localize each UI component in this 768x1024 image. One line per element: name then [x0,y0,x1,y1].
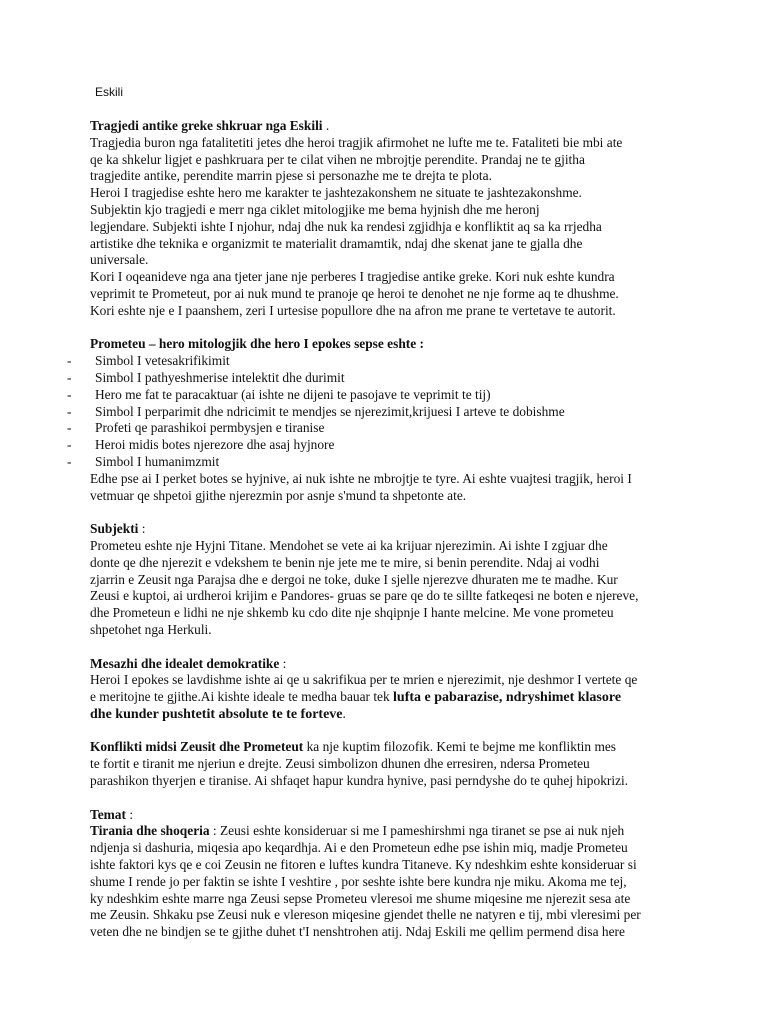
subjekti-line: dhe Prometeun e lidhi ne nje shkemb ku cdo dite nje shqipnje I hante melcine. Me vone prometeu [90,605,614,621]
mesazhi-line3-bold: dhe kunder pushtetit absolute te te forteve [90,706,343,722]
intro-line: Subjektin kjo tragjedi e merr nga ciklet mitologjike me bema hyjnish dhe me heronj [90,201,540,217]
section-heading-intro [90,118,690,135]
list-dash: - [67,437,72,453]
temat-line: me Zeusin. Shkaku pse Zeusi nuk e vlereson miqesine gjendet thelle ne natyren e tij, mbi vleresimi per [90,907,641,923]
intro-line: veprimit te Prometeut, por ai nuk mund te pranoje qe heroi te denohet ne nje forme aq te dhushme. [90,285,619,301]
mesazhi-line3-tail: . [342,705,346,721]
intro-line: Kori I oqeanideve nga ana tjeter jane nje perberes I tragjedise antike greke. Kori nuk eshte kundra [90,269,615,285]
temat-heading: Temat [90,806,126,822]
spacer [90,320,690,337]
list-item [67,453,690,471]
subjekti-heading-tail: : [138,521,146,537]
list-item [67,403,690,421]
konflikti-line: parashikon thyerjen e tiranise. Ai shfaqet hapur kundra hynive, pasi perndyshe do te quhej hipokrizi. [90,773,629,789]
list-item-text: Simbol I vetesakrifikimit [95,353,230,369]
intro-line: qe ka shkelur ligjet e pashkruara per te cilat vihen ne mbrojtje perendite. Prandaj ne te gjitha [90,151,585,167]
list-item-text: Hero me fat te paracaktuar (ai ishte ne dijeni te pasojave te veprimit te tij) [95,386,491,402]
mesazhi-line [90,689,690,706]
section-heading-temat [90,807,690,824]
spacer [90,639,690,656]
list-item-text: Simbol I humanimzmit [95,453,220,469]
mesazhi-heading: Mesazhi dhe idealet demokratike [90,655,280,671]
temat-first-tail: : Zeusi eshte konsideruar si me I pameshirshmi nga tiranet se pse ai nuk njeh [209,823,625,839]
temat-line: shume I rende jo per faktin se ishte I veshtire , por seshte ishte bere kundra nje miku. Akoma me tej, [90,873,627,889]
subjekti-line: Prometeu eshte nje Hyjni Titane. Mendohet se vete ai ka krijuar njerezimin. Ai ishte I zgjuar dhe [90,537,608,553]
konflikti-first-tail: ka nje kuptim filozofik. Kemi te bejme me konfliktin mes [303,739,617,755]
konflikti-heading: Konflikti midsi Zeusit dhe Prometeut [90,739,304,755]
list-item [67,437,690,454]
subjekti-line: Zeusi e kuptoi, ai urdheroi krijim e Pandores- gruas se pare qe do te sillte fatkeqesi ne boten e njereve, [90,588,639,604]
intro-line: artistike dhe teknika e organizmit te materialit dramamtik, ndaj dhe skenat jane te gjalla dhe [90,235,583,251]
konflikti-paragraph [90,756,690,790]
temat-line: ky ndeshkim eshte marre nga Zeusi sepse Prometeu vleresoi me shume miqesine me njerezit sesa ate [90,890,631,906]
intro-line: Heroi I tragjedise eshte hero me karakter te jashtezakonshem ne situate te jashtezakonshme. [90,185,582,201]
subjekti-heading: Subjekti [90,521,139,537]
spacer [90,723,690,740]
mesazhi-line: Heroi I epokes se lavdishme ishte ai qe u sakrifikua per te mrien e njerezimit, nje deshmor I vertete qe [90,672,638,688]
intro-line: universale. [90,252,149,268]
intro-line: Tragjedia buron nga fatalitetiti jetes dhe heroi tragjik afirmohet ne lufte me te. Fataliteti bie mbi ate [90,134,623,150]
intro-line: legjendare. Subjekti ishte I njohur, ndaj dhe nuk ka rendesi zgjidhja e konfliktit aq sa ka rrjedha [90,218,602,234]
list-item [67,353,690,370]
list-item-text: Simbol I perparimit dhe ndricimit te mendjes se njerezimit,krijuesi I arteve te dobishme [95,403,565,419]
prometeu-paragraph [90,471,690,505]
document-label: Eskili [95,85,124,99]
subjekti-line: shpetohet nga Herkuli. [90,621,212,637]
temat-paragraph [90,840,690,941]
tirania-heading: Tirania dhe shoqeria [90,823,210,839]
temat-heading-tail: : [125,806,134,822]
temat-line: veten dhe ne bindjen se te gjithe duhet t'I nenshtrohen atij. Ndaj Eskili me qellim permend disa here [90,924,625,940]
list-dash: - [67,386,72,402]
intro-line: tragjedite antike, perendite marrin pjese si personazhe me te drejta te plota. [90,168,492,184]
intro-paragraph [90,135,690,320]
prometeu-heading: Prometeu – hero mitologjik dhe hero I epokes sepse eshte : [90,336,424,352]
intro-line: Kori eshte nje e I paanshem, zeri I urtesise popullore dhe na afron me prane te vertetave te autorit. [90,302,616,318]
list-item [67,369,690,387]
list-dash: - [67,420,72,436]
spacer [90,504,690,521]
prometeu-line: Edhe pse ai I perket botes se hyjnive, ai nuk ishte ne mbrojtje te tyre. Ai eshte vuajtesi tragjik, heroi I [90,470,632,486]
mesazhi-heading-tail: : [279,655,287,671]
section-heading-subjekti [90,521,690,538]
temat-first-line [90,823,690,840]
subjekti-paragraph [90,538,690,639]
mesazhi-line2-text: e meritojne te gjithe.Ai kishte ideale te medha bauar tek [90,689,394,705]
list-item [67,420,690,437]
document-body [67,118,690,941]
list-item [67,386,690,404]
prometeu-line: vetmuar qe shpetoi gjithe njerezmin por asnje s'mund ta shpetonte ate. [90,487,467,503]
section-heading-mesazhi [90,656,690,673]
list-dash: - [67,453,72,469]
subjekti-line: zjarrin e Zeusit nga Parajsa dhe e dergoi ne toke, duke I sjelle njerezve dhuraten me te madhe. Kur [90,571,618,587]
subjekti-line: donte qe dhe njerezit e vdekshem te benin nje jete me te mire, si benin perendite. Ndaj ai vodhi [90,554,600,570]
intro-heading: Tragjedi antike greke shkruar nga Eskili [90,118,323,133]
prometeu-traits-list [67,353,690,471]
temat-line: ishte faktori kys qe e coi Zeusin ne fitoren e luftes kundra Titaneve. Ky ndeshkim eshte konsideruar si [90,857,637,873]
temat-line: ndjenja si dashuria, miqesia apo keqardhja. Ai e den Prometeun edhe pse ishin miq, madje Prometeu [90,840,628,856]
list-item-text: Heroi midis botes njerezore dhe asaj hyjnore [95,437,335,453]
list-dash: - [67,403,72,419]
list-dash: - [67,369,72,385]
konflikti-line: te fortit e tiranit me njeriun e drejte. Zeusi simbolizon dhunen dhe erresiren, ndersa Prometeu [90,756,590,772]
list-item-text: Simbol I pathyeshmerise intelektit dhe durimit [95,369,345,385]
mesazhi-line [90,706,690,723]
mesazhi-line2-bold: lufta e pabarazise, ndryshimet klasore [393,690,622,706]
intro-heading-tail: . [322,118,330,133]
list-dash: - [67,353,72,369]
list-item-text: Profeti qe parashikoi permbysjen e tiranise [95,420,325,436]
spacer [90,790,690,807]
konflikti-first-line [90,739,690,756]
